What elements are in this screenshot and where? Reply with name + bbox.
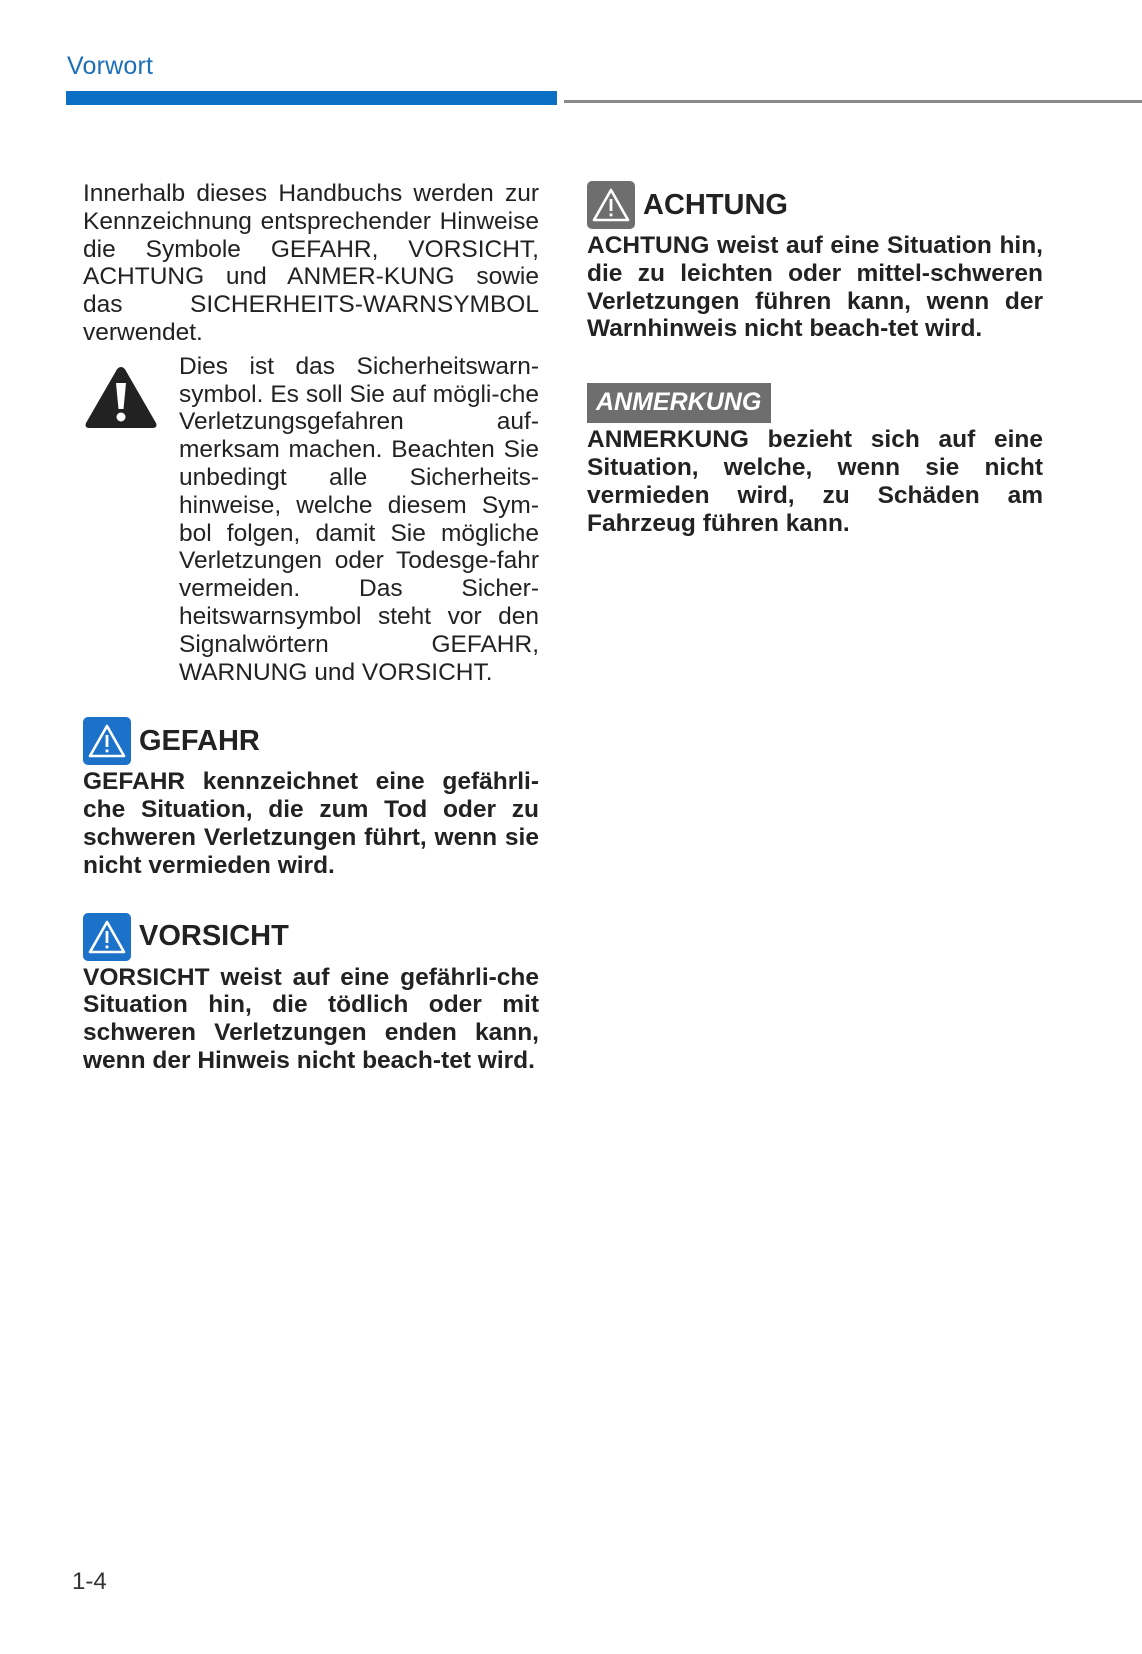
caution-section	[587, 180, 1043, 343]
warning-label: VORSICHT	[139, 920, 289, 953]
notice-badge: ANMERKUNG	[587, 383, 771, 423]
danger-warning-icon	[83, 717, 131, 765]
caution-label: ACHTUNG	[643, 188, 788, 221]
danger-section	[83, 716, 539, 879]
warning-text: VORSICHT weist auf eine gefährli-che Situation hin, die tödlich oder mit schweren Verletzungen enden kann, wenn der Hinweis nicht beach-tet wird.	[83, 963, 539, 1074]
caution-text: ACHTUNG weist auf eine Situation hin, die zu leichten oder mittel-schweren Verletzungen führen kann, wenn der Warnhinweis nicht beach-tet wird.	[587, 232, 1043, 343]
safety-alert-icon	[83, 353, 179, 687]
section-title: Vorwort	[67, 52, 154, 80]
page-number: 1-4	[72, 1568, 107, 1595]
warning-section	[83, 912, 539, 1075]
right-column	[587, 180, 1043, 537]
intro-paragraph: Innerhalb dieses Handbuchs werden zur Kennzeichnung entsprechender Hinweise die Symbole GEFAHR, VORSICHT, ACHTUNG und ANMER-KUNG sowie das SICHERHEITS-WARNSYMBOL verwendet.	[83, 180, 539, 346]
safety-symbol-block	[83, 353, 539, 687]
danger-text: GEFAHR kennzeichnet eine gefährli-che Situation, die zum Tod oder zu schweren Verletzungen führt, wenn sie nicht vermieden wird.	[83, 768, 539, 879]
header-accent-bar	[66, 91, 557, 105]
safety-symbol-description: Dies ist das Sicherheitswarn-symbol. Es soll Sie auf mögli-che Verletzungsgefahren auf-merksam machen. Beachten Sie unbedingt alle Sicherheits-hinweise, welche diesem Sym-bol folgen, damit Sie mögliche Verletzungen oder Todesge-fahr vermeiden. Das Sicher-heitswarnsymbol steht vor den Signalwörtern GEFAHR, WARNUNG und VORSICHT.	[179, 352, 539, 686]
notice-text: ANMERKUNG bezieht sich auf eine Situation, welche, wenn sie nicht vermieden wird, zu Schäden am Fahrzeug führen kann.	[587, 426, 1043, 537]
notice-section	[587, 383, 1043, 537]
left-column	[83, 180, 539, 1075]
header-rule	[564, 100, 1142, 103]
warning-triangle-icon	[83, 913, 131, 961]
caution-warning-icon	[587, 181, 635, 229]
danger-label: GEFAHR	[139, 724, 260, 757]
